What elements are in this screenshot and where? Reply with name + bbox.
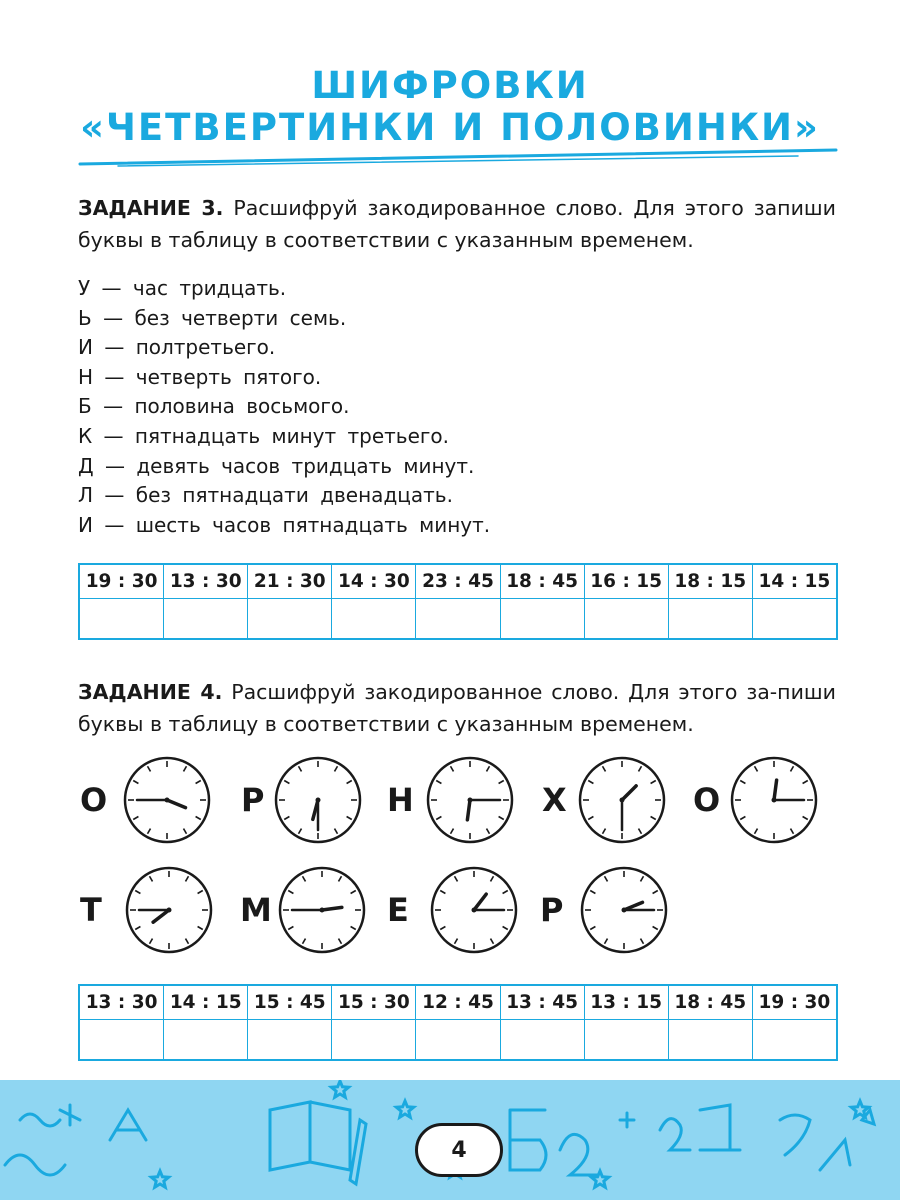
legend-letter: И	[78, 335, 93, 360]
task3-label: ЗАДАНИЕ 3.	[78, 196, 224, 220]
task4-time-cell: 13 : 15	[584, 985, 668, 1020]
legend-description: без пятнадцати двенадцать.	[135, 483, 453, 508]
task3-text: Расшифруй закодированное слово. Для этого запиши буквы в таблицу в соответствии с указанным временем.	[78, 196, 836, 252]
task4-answer-cell[interactable]	[79, 1020, 164, 1061]
clock-letter: О	[80, 781, 108, 819]
task4-time-cell: 15 : 45	[248, 985, 332, 1020]
legend-description: девять часов тридцать минут.	[136, 453, 475, 478]
legend-letter: У	[78, 276, 91, 300]
page-title-line2: «ЧЕТВЕРТИНКИ И ПОЛОВИНКИ»	[80, 106, 820, 149]
clock-letter: М	[240, 891, 272, 929]
clock-center	[320, 908, 325, 913]
task3-answer-cell[interactable]	[164, 599, 248, 640]
legend-description: пятнадцать минут третьего.	[134, 423, 450, 448]
task4-answer-cell[interactable]	[668, 1020, 752, 1061]
clock-icon	[730, 756, 818, 844]
clock-center	[472, 908, 477, 913]
task4-answer-cell[interactable]	[332, 1020, 416, 1061]
clock-icon	[274, 756, 362, 844]
clock-icon	[426, 756, 514, 844]
task4-time-cell: 14 : 15	[164, 985, 248, 1020]
legend-description: половина восьмого.	[134, 394, 350, 419]
task3-time-cell: 14 : 15	[752, 564, 837, 599]
clock-center	[622, 908, 627, 913]
task3-answer-cell[interactable]	[79, 599, 164, 640]
task4-time-cell: 18 : 45	[668, 985, 752, 1020]
task3-answer-cell[interactable]	[416, 599, 500, 640]
task3-time-cell: 13 : 30	[164, 564, 248, 599]
title-underline	[78, 146, 838, 168]
legend-letter: Н	[78, 364, 94, 389]
task4-answer-cell[interactable]	[584, 1020, 668, 1061]
task4-time-cell: 15 : 30	[332, 985, 416, 1020]
clock-center	[167, 908, 172, 913]
legend-letter: Ь	[78, 305, 92, 330]
task3-time-cell: 18 : 15	[668, 564, 752, 599]
clock-center	[165, 798, 170, 803]
legend-dash: —	[91, 394, 135, 419]
task3-time-cell: 23 : 45	[416, 564, 500, 599]
task3-time-cell: 21 : 30	[248, 564, 332, 599]
clock-letter: Р	[241, 781, 265, 819]
clock-center	[772, 798, 777, 803]
clock-letter: О	[693, 781, 721, 819]
legend-letter: И	[78, 512, 93, 537]
legend-description: час тридцать.	[132, 276, 287, 300]
task4-instructions	[78, 676, 836, 740]
legend-description: четверть пятого.	[135, 364, 322, 389]
legend-letter: Д	[78, 453, 94, 478]
task3-answer-cell[interactable]	[752, 599, 837, 640]
task3-answer-cell[interactable]	[500, 599, 584, 640]
task4-text: Расшифруй закодированное слово. Для этого за-пиши буквы в таблицу в соответствии с указанным временем.	[78, 680, 836, 736]
legend-letter: К	[78, 423, 93, 448]
legend-row	[78, 481, 490, 511]
legend-letter: Л	[78, 483, 94, 508]
legend-letter: Б	[78, 394, 92, 419]
clock-icon	[278, 866, 366, 954]
legend-dash: —	[93, 364, 136, 389]
legend-dash: —	[93, 483, 136, 508]
clock-letter: Е	[387, 891, 409, 929]
task4-time-cell: 13 : 45	[500, 985, 584, 1020]
clock-icon	[125, 866, 213, 954]
legend-description: шесть часов пятнадцать минут.	[135, 512, 491, 537]
clock-letter: Х	[542, 781, 567, 819]
task4-answer-cell[interactable]	[164, 1020, 248, 1061]
task4-answer-cell[interactable]	[752, 1020, 837, 1061]
clock-letter: Н	[387, 781, 414, 819]
task3-answer-cell[interactable]	[332, 599, 416, 640]
legend-dash: —	[91, 305, 135, 330]
task4-answer-cell[interactable]	[500, 1020, 584, 1061]
page-number: 4	[415, 1123, 503, 1177]
task3-answer-cell[interactable]	[584, 599, 668, 640]
legend-row	[78, 392, 490, 422]
legend-row	[78, 363, 490, 393]
clock-letter: Т	[80, 891, 102, 929]
task3-time-cell: 14 : 30	[332, 564, 416, 599]
clock-center	[316, 798, 321, 803]
legend-row	[78, 333, 490, 363]
legend-row	[78, 511, 490, 541]
legend-description: полтретьего.	[135, 335, 276, 360]
task3-time-cell: 18 : 45	[500, 564, 584, 599]
task3-legend	[78, 274, 490, 540]
task3-time-cell: 16 : 15	[584, 564, 668, 599]
task4-label: ЗАДАНИЕ 4.	[78, 680, 223, 704]
legend-description: без четверти семь.	[134, 305, 347, 330]
task3-answer-cell[interactable]	[248, 599, 332, 640]
task4-answer-cell[interactable]	[248, 1020, 332, 1061]
legend-row	[78, 304, 490, 334]
legend-dash: —	[93, 453, 137, 478]
task4-time-cell: 13 : 30	[79, 985, 164, 1020]
clock-icon	[430, 866, 518, 954]
task4-answer-table	[78, 984, 838, 1061]
task3-answer-cell[interactable]	[668, 599, 752, 640]
clock-letter: Р	[540, 891, 564, 929]
clock-center	[468, 798, 473, 803]
legend-row	[78, 452, 490, 482]
legend-dash: —	[90, 276, 133, 300]
clock-icon	[123, 756, 211, 844]
legend-row	[78, 422, 490, 452]
task3-instructions	[78, 192, 836, 256]
legend-dash: —	[92, 335, 136, 360]
legend-dash: —	[92, 423, 135, 448]
task4-answer-cell[interactable]	[416, 1020, 500, 1061]
page-title-line1: ШИФРОВКИ	[311, 64, 589, 107]
legend-row	[78, 274, 490, 304]
task4-time-cell: 12 : 45	[416, 985, 500, 1020]
clock-icon	[578, 756, 666, 844]
clock-icon	[580, 866, 668, 954]
legend-dash: —	[92, 512, 136, 537]
task3-time-cell: 19 : 30	[79, 564, 164, 599]
task4-time-cell: 19 : 30	[752, 985, 837, 1020]
clock-center	[620, 798, 625, 803]
task3-answer-table	[78, 563, 838, 640]
